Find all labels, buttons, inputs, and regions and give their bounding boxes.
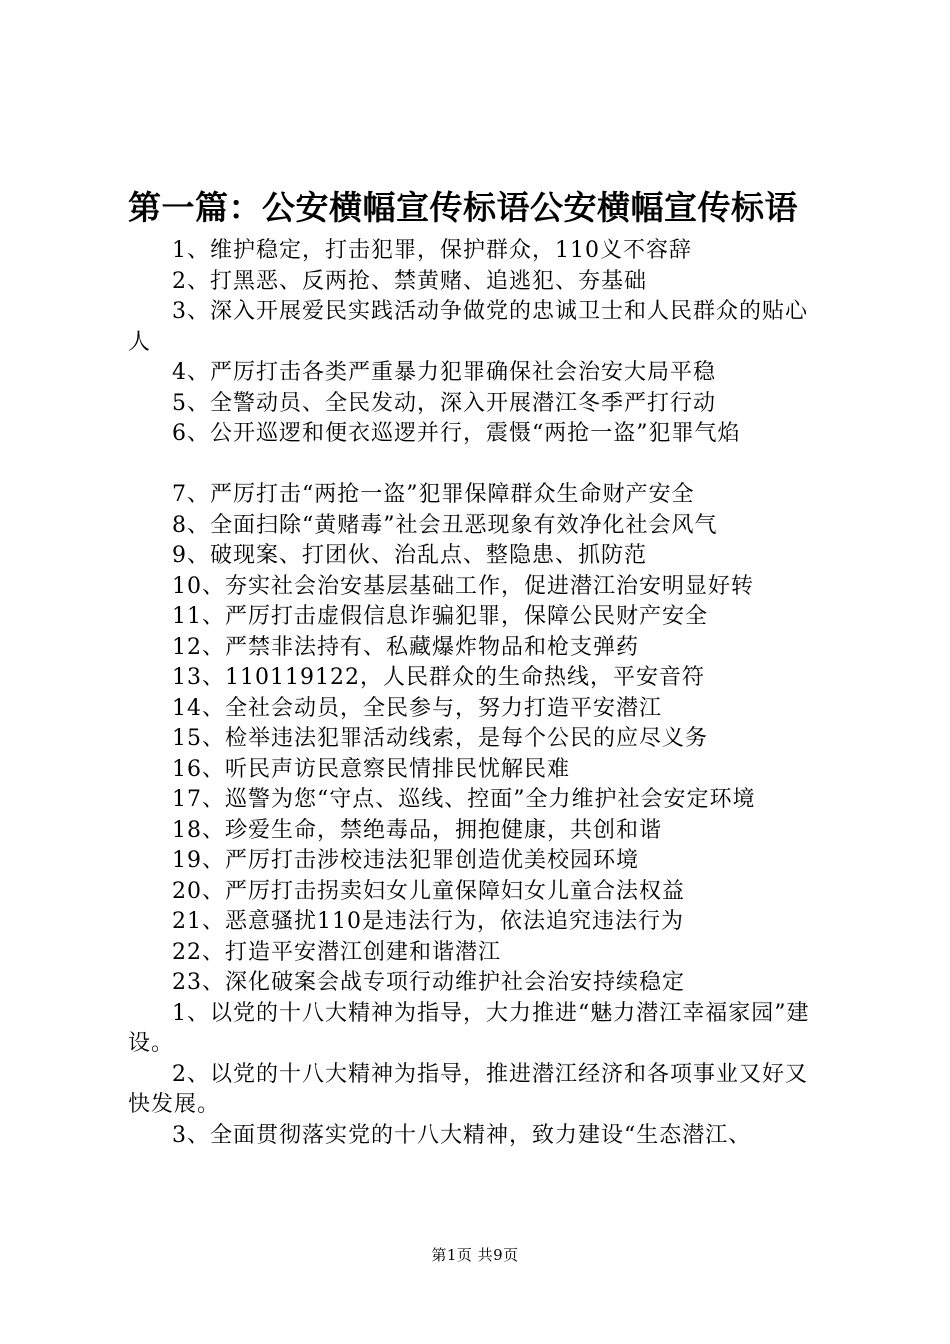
slogan-paragraph: 23、深化破案会战专项行动维护社会治安持续稳定 xyxy=(172,970,685,995)
slogan-paragraph: 12、严禁非法持有、私藏爆炸物品和枪支弹药 xyxy=(172,634,639,660)
slogan-paragraph: 21、恶意骚扰110是违法行为，依法追究违法行为 xyxy=(172,909,684,934)
slogan-paragraph: 1、维护稳定，打击犯罪，保护群众，110义不容辞 xyxy=(172,238,692,263)
slogan-paragraph: 8、全面扫除“黄赌毒”社会丑恶现象有效净化社会风气 xyxy=(172,512,718,538)
slogan-paragraph: 3、深入开展爱民实践活动争做党的忠诚卫士和人民群众的贴心人 xyxy=(128,299,808,355)
slogan-paragraph: 3、全面贯彻落实党的十八大精神，致力建设“生态潜江、 xyxy=(172,1122,752,1148)
blank-line xyxy=(128,450,828,481)
slogan-paragraph: 20、严厉打击拐卖妇女儿童保障妇女儿童合法权益 xyxy=(172,878,685,904)
document-body xyxy=(128,236,828,1151)
slogan-paragraph: 16、听民声访民意察民情排民忧解民难 xyxy=(172,756,570,782)
slogan-paragraph: 6、公开巡逻和便衣巡逻并行，震慑“两抢一盗”犯罪气焰 xyxy=(172,421,741,446)
document-title: 第一篇：公安横幅宣传标语公安横幅宣传标语 xyxy=(128,188,798,227)
slogan-paragraph: 17、巡警为您“守点、巡线、控面”全力维护社会安定环境 xyxy=(172,787,756,812)
slogan-paragraph: 10、夯实社会治安基层基础工作，促进潜江治安明显好转 xyxy=(172,573,754,599)
slogan-paragraph: 1、以党的十八大精神为指导，大力推进“魅力潜江幸福家园”建设。 xyxy=(128,1000,810,1056)
page-footer: 第1页 共9页 xyxy=(431,1246,519,1264)
slogan-paragraph: 9、破现案、打团伙、治乱点、整隐患、抓防范 xyxy=(172,543,647,568)
slogan-paragraph: 13、110119122，人民群众的生命热线，平安音符 xyxy=(172,665,705,690)
slogan-paragraph: 11、严厉打击虚假信息诈骗犯罪，保障公民财产安全 xyxy=(172,604,708,629)
slogan-paragraph: 2、打黑恶、反两抢、禁黄赌、追逃犯、夯基础 xyxy=(172,268,647,294)
slogan-paragraph: 19、严厉打击涉校违法犯罪创造优美校园环境 xyxy=(172,848,639,873)
slogan-paragraph: 2、以党的十八大精神为指导，推进潜江经济和各项事业又好又快发展。 xyxy=(128,1061,808,1117)
slogan-paragraph: 14、全社会动员，全民参与，努力打造平安潜江 xyxy=(172,695,662,721)
slogan-paragraph: 7、严厉打击“两抢一盗”犯罪保障群众生命财产安全 xyxy=(172,482,695,507)
slogan-paragraph: 5、全警动员、全民发动，深入开展潜江冬季严打行动 xyxy=(172,390,716,416)
slogan-paragraph: 15、检举违法犯罪活动线索，是每个公民的应尽义务 xyxy=(172,726,708,751)
slogan-paragraph: 22、打造平安潜江创建和谐潜江 xyxy=(172,939,501,965)
slogan-paragraph: 18、珍爱生命，禁绝毒品，拥抱健康，共创和谐 xyxy=(172,817,662,843)
slogan-paragraph: 4、严厉打击各类严重暴力犯罪确保社会治安大局平稳 xyxy=(172,360,716,385)
